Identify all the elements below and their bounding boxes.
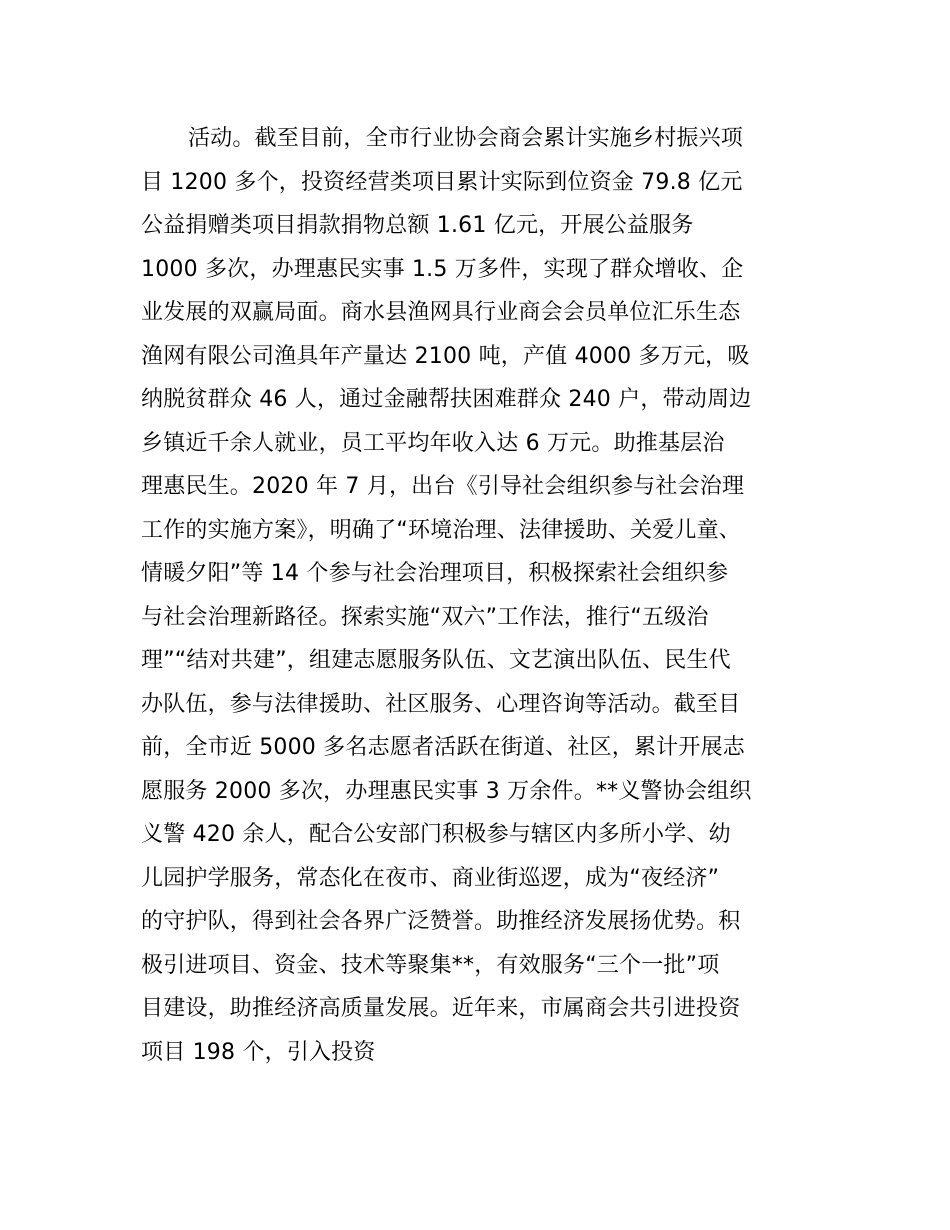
text-line: 与社会治理新路径。探索实施“双六”工作法，推行“五级治 xyxy=(141,604,709,630)
text-line: 儿园护学服务，常态化在夜市、商业街巡逻，成为“夜经济” xyxy=(141,865,720,891)
body-paragraph xyxy=(141,117,841,1074)
text-line: 愿服务 2000 多次，办理惠民实事 3 万余件。**义警协会组织 xyxy=(141,778,752,804)
text-line: 目建设，助推经济高质量发展。近年来，市属商会共引进投资 xyxy=(141,996,741,1021)
text-line: 公益捐赠类项目捐款捐物总额 1.61 亿元，开展公益服务 xyxy=(141,213,694,238)
text-line: 乡镇近千余人就业，员工平均年收入达 6 万元。助推基层治 xyxy=(141,430,725,456)
text-line: 的守护队，得到社会各界广泛赞誉。助推经济发展扬优势。积 xyxy=(141,909,741,934)
text-line: 理”“结对共建”，组建志愿服务队伍、文艺演出队伍、民生代 xyxy=(141,648,731,673)
text-line: 前，全市近 5000 多名志愿者活跃在街道、社区，累计开展志 xyxy=(141,735,745,760)
text-line: 情暖夕阳”等 14 个参与社会治理项目，积极探索社会组织参 xyxy=(141,561,729,586)
text-line: 渔网有限公司渔具年产量达 2100 吨，产值 4000 多万元，吸 xyxy=(141,343,750,369)
text-line: 理惠民生。2020 年 7 月，出台《引导社会组织参与社会治理 xyxy=(141,474,745,499)
text-line: 极引进项目、资金、技术等聚集**，有效服务“三个一批”项 xyxy=(141,952,720,978)
text-line: 办队伍，参与法律援助、社区服务、心理咨询等活动。截至目 xyxy=(141,691,741,717)
text-line: 1000 多次，办理惠民实事 1.5 万多件，实现了群众增收、企 xyxy=(141,256,744,282)
text-line: 项目 198 个，引入投资 xyxy=(141,1039,376,1065)
text-line: 业发展的双赢局面。商水县渔网具行业商会会员单位汇乐生态 xyxy=(141,300,741,325)
text-line: 目 1200 多个，投资经营类项目累计实际到位资金 79.8 亿元 xyxy=(141,169,743,195)
text-line: 活动。截至目前，全市行业协会商会累计实施乡村振兴项 xyxy=(188,126,744,151)
text-line: 工作的实施方案》，明确了“环境治理、法律援助、关爱儿童、 xyxy=(141,517,741,543)
text-line: 纳脱贫群众 46 人，通过金融帮扶困难群众 240 户，带动周边 xyxy=(141,387,752,412)
text-line: 义警 420 余人，配合公安部门积极参与辖区内多所小学、幼 xyxy=(141,822,731,847)
